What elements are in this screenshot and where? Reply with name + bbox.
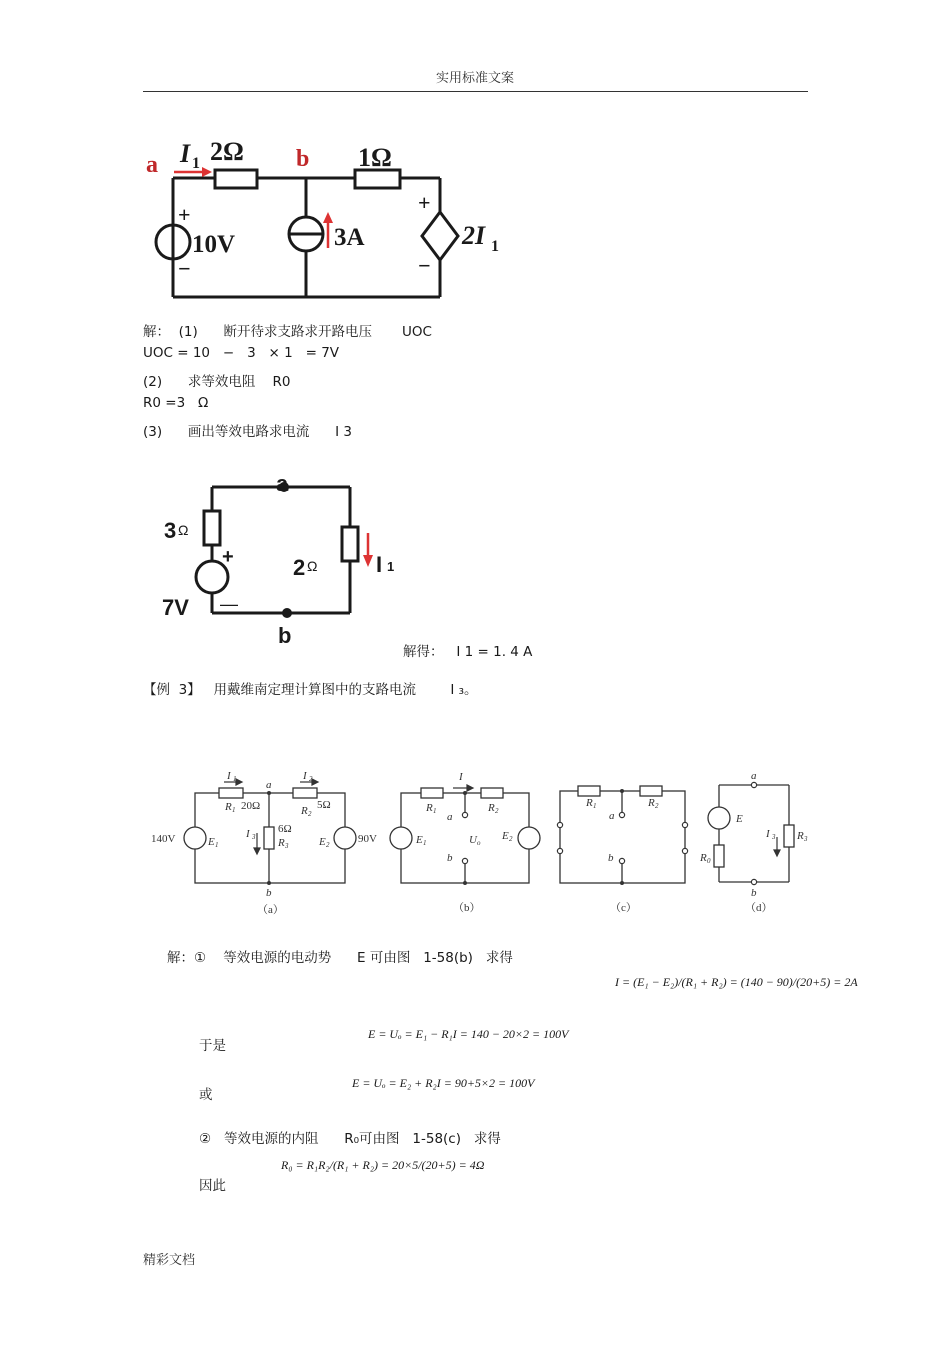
a-node-a: a (266, 779, 272, 791)
then-label: 于是 (199, 1038, 226, 1054)
formula-e1: E = Uₒ = E₁ − R₁I = 140 − 20×2 = 100V (368, 1027, 569, 1041)
b-r2-sub: 2 (495, 807, 499, 815)
circuit-diagram-1 (140, 120, 520, 305)
a-i1-sub: 1 (233, 775, 237, 783)
node-a-label: a (276, 471, 289, 496)
therefore-label: 因此 (199, 1178, 226, 1194)
a-i1-label: I (227, 770, 231, 782)
formula-e2: E = Uₒ = E₂ + R₂I = 90+5×2 = 100V (352, 1076, 535, 1090)
a-r1-sub: 1 (232, 806, 236, 814)
d-node-a: a (751, 770, 757, 782)
dep-source-label: 2I (462, 221, 486, 250)
a-v1-label: 140V (151, 833, 176, 845)
a-e2-label: E (319, 836, 326, 848)
dep-plus-sign: + (418, 190, 431, 215)
r-right-value: 2 (293, 555, 306, 580)
node-a-label: a (146, 152, 158, 178)
solution3-line2: ② 等效电源的内阻 R₀可由图 1-58(c) 求得 (199, 1131, 501, 1147)
r-left-ohm: Ω (178, 522, 189, 538)
current-label: I (376, 552, 383, 577)
current-source-label: 3A (334, 224, 365, 251)
b-i-label: I (459, 771, 463, 783)
r2-label: 1Ω (358, 143, 392, 172)
a-e2-sub: 2 (326, 841, 330, 849)
d-i3-sub: 3 (772, 833, 776, 841)
result-line: 解得： I 1 = 1. 4 A (403, 644, 533, 660)
a-r2-value: 5Ω (317, 799, 331, 811)
c-node-a: a (609, 810, 615, 822)
formula-current: I = (E₁ − E₂)/(R₁ + R₂) = (140 − 90)/(20+5) = 2A (615, 975, 858, 989)
r-right-ohm: Ω (307, 558, 318, 574)
a-i3-label: I (246, 828, 250, 840)
b-uo-sub: o (477, 839, 481, 847)
d-i3-label: I (766, 828, 770, 840)
node-b-label: b (296, 146, 310, 172)
or-label: 或 (199, 1087, 213, 1103)
current-i1-sub: 1 (192, 155, 200, 172)
formula-r0: R₀ = R₁R₂/(R₁ + R₂) = 20×5/(20+5) = 4Ω (281, 1158, 485, 1172)
example3-title: 【例 3】 用戴维南定理计算图中的支路电流 I ₃。 (143, 682, 478, 698)
source-minus-sign: − (178, 256, 191, 281)
d-r3-label: R (797, 830, 804, 842)
c-r2-sub: 2 (655, 802, 659, 810)
b-e2-label: E (502, 830, 509, 842)
b-r1-label: R (426, 802, 433, 814)
c-r1-sub: 1 (593, 802, 597, 810)
page-footer-text: 精彩文档 (143, 1253, 196, 1268)
a-r3-label: R (278, 837, 285, 849)
a-r1-label: R (225, 801, 232, 813)
a-r1-value: 20Ω (241, 800, 261, 812)
r1-label: 2Ω (210, 137, 244, 166)
b-node-a: a (447, 811, 453, 823)
voltage-label: 7V (162, 595, 189, 620)
c-r1-label: R (586, 797, 593, 809)
b-e1-sub: 1 (423, 839, 427, 847)
fig-c-caption: （c） (610, 902, 637, 914)
d-e-label: E (736, 813, 743, 825)
a-r2-sub: 2 (308, 810, 312, 818)
d-r0-label: R (700, 852, 707, 864)
fig-d-caption: （d） (745, 902, 773, 914)
a-e1-label: E (208, 836, 215, 848)
dep-source-sub: 1 (491, 238, 499, 255)
header-rule (143, 91, 808, 92)
a-r3-sub: 3 (285, 842, 289, 850)
b-e1-label: E (416, 834, 423, 846)
dep-minus-sign: − (418, 253, 431, 278)
a-i2-label: I (303, 770, 307, 782)
solution1-r0: R0 =3 Ω (143, 395, 209, 411)
d-r3-sub: 3 (804, 835, 808, 843)
page-header-title: 实用标准文案 (435, 71, 514, 86)
solution1-step2: (2) 求等效电阻 R0 (143, 374, 291, 390)
current-sub: 1 (387, 559, 395, 574)
fig-b-caption: （b） (453, 902, 481, 914)
a-r3-value: 6Ω (278, 823, 292, 835)
a-i3-sub: 3 (252, 833, 256, 841)
example3-figures (145, 765, 815, 925)
a-v2-label: 90V (358, 833, 377, 845)
current-i1-label: I (180, 139, 191, 168)
solution1-step1: 解： (1) 断开待求支路求开路电压 UOC (143, 324, 432, 340)
b-r1-sub: 1 (433, 807, 437, 815)
r-left-value: 3 (164, 518, 177, 543)
source-plus-sign: + (178, 202, 191, 227)
solution3-line1: 解：① 等效电源的电动势 E 可由图 1-58(b) 求得 (167, 950, 513, 966)
b-r2-label: R (488, 802, 495, 814)
b-e2-sub: 2 (509, 835, 513, 843)
a-i2-sub: 2 (309, 775, 313, 783)
source-minus-sign: — (220, 594, 238, 614)
b-node-b: b (447, 852, 453, 864)
fig-a-caption: （a） (257, 904, 284, 916)
equivalent-circuit-diagram (150, 465, 410, 655)
a-e1-sub: 1 (215, 841, 219, 849)
voltage-source-label: 10V (192, 231, 236, 258)
c-node-b: b (608, 852, 614, 864)
a-node-b: b (266, 887, 272, 899)
solution1-step3: (3) 画出等效电路求电流 I 3 (143, 424, 352, 440)
d-node-b: b (751, 887, 757, 899)
d-r0-sub: 0 (707, 857, 711, 865)
solution1-uoc: UOC = 10 − 3 × 1 = 7V (143, 345, 340, 361)
source-plus-sign: + (222, 546, 234, 568)
c-r2-label: R (648, 797, 655, 809)
b-uo-label: U (469, 834, 477, 846)
a-r2-label: R (301, 805, 308, 817)
node-b-label: b (278, 623, 292, 648)
